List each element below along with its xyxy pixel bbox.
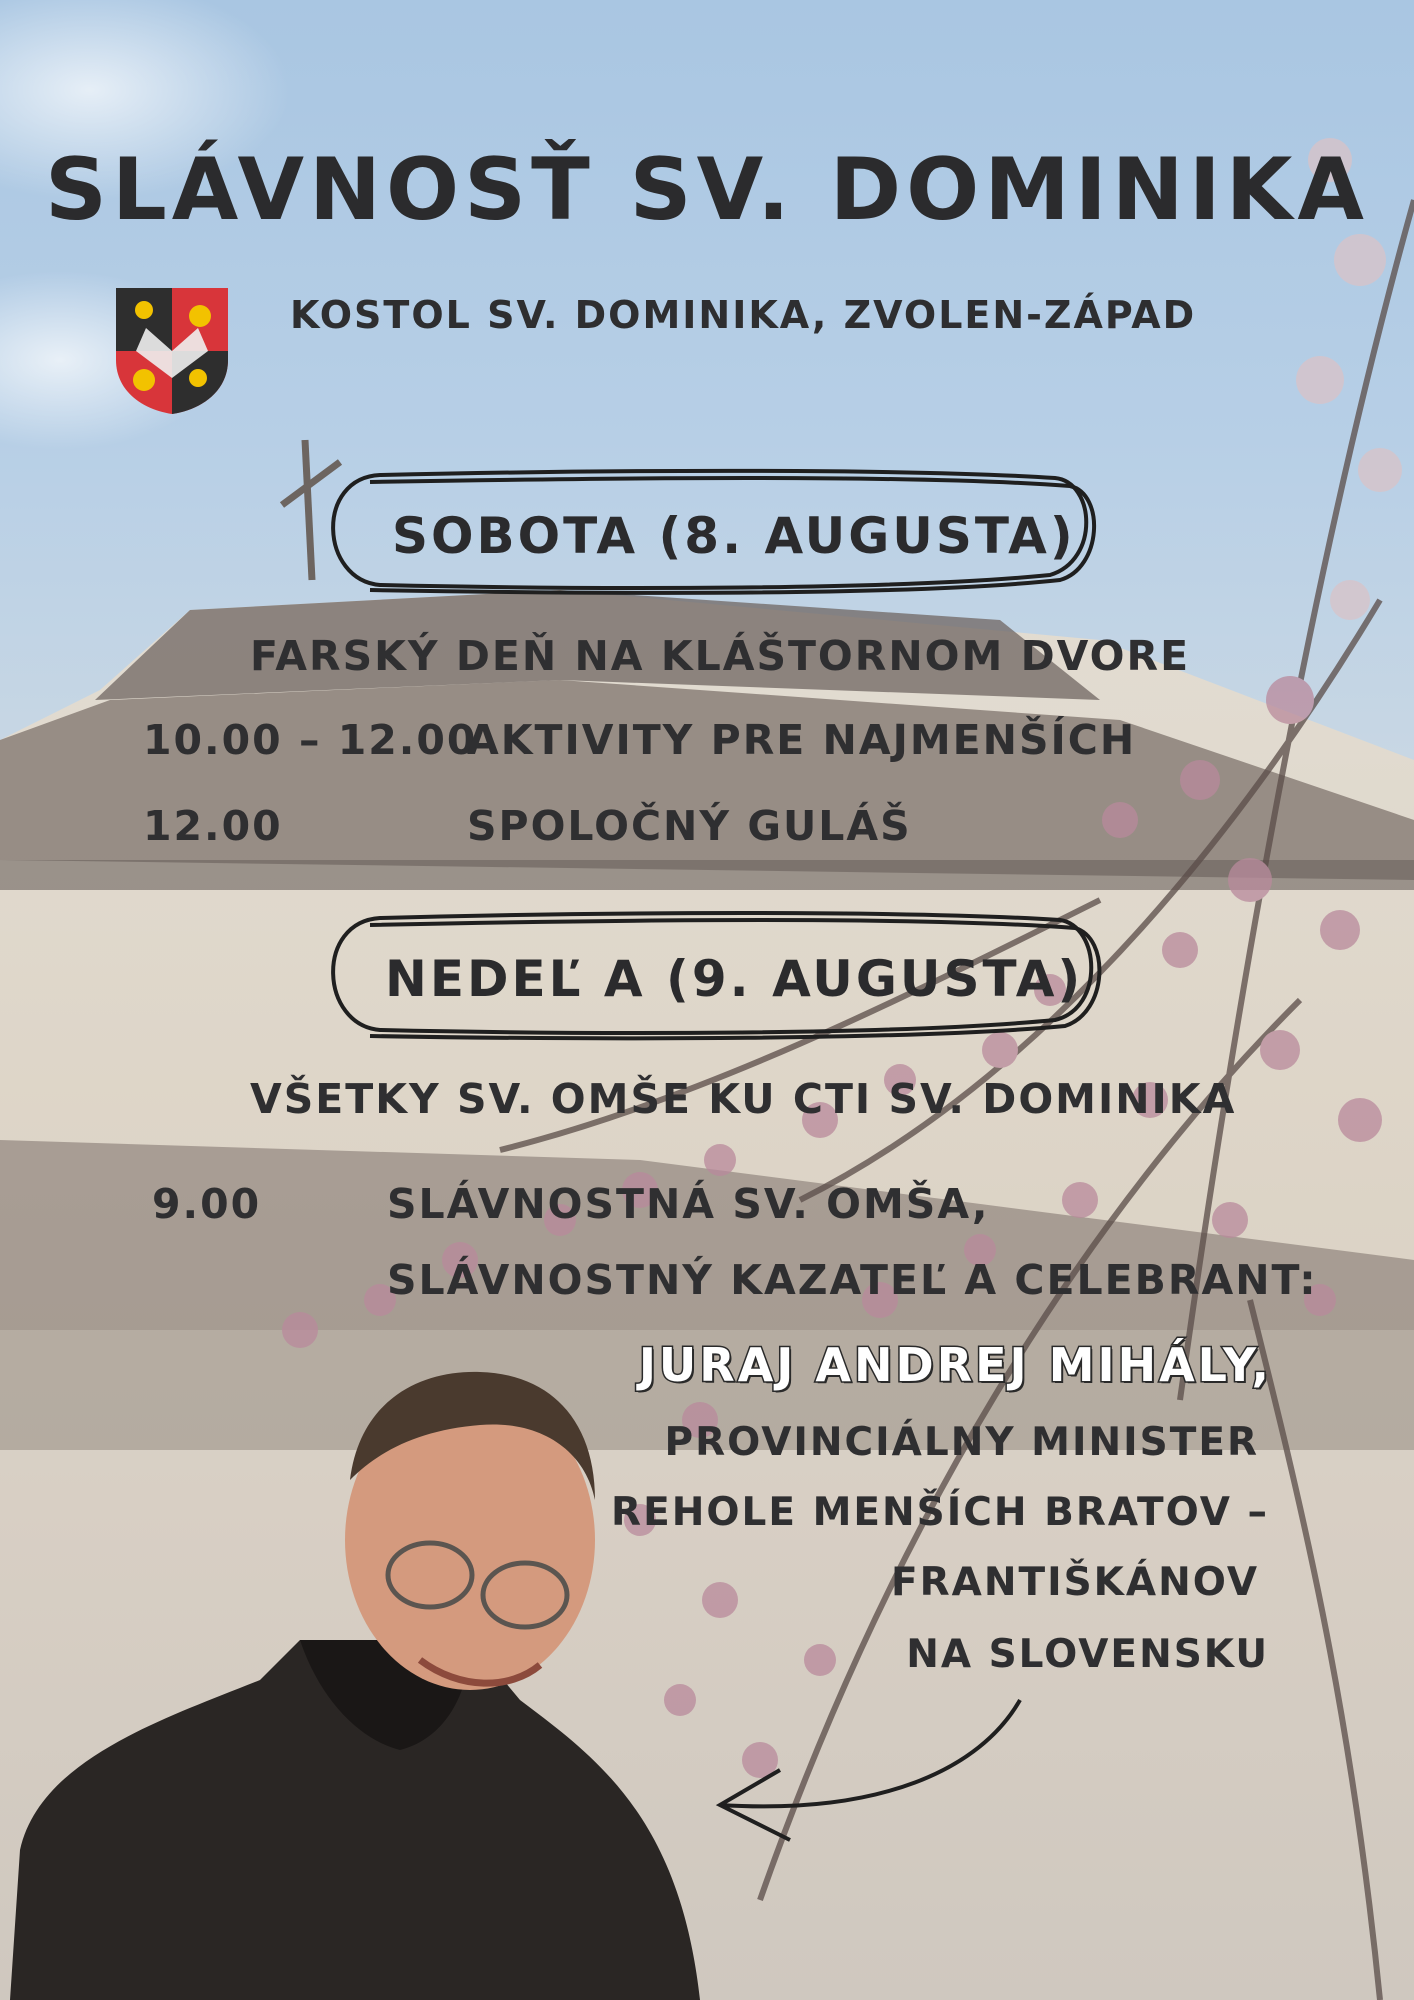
priest-photo <box>10 1372 700 2000</box>
poster-title: SLÁVNOSŤ SV. DOMINIKA <box>45 140 1369 240</box>
cross-icon <box>282 440 340 580</box>
schedule-activity-detail: SLÁVNOSTNÝ KAZATEĽ A CELEBRANT: <box>387 1256 1318 1304</box>
schedule-activity: SLÁVNOSTNÁ SV. OMŠA, <box>387 1180 990 1228</box>
celebrant-role-line: PROVINCIÁLNY MINISTER <box>664 1420 1259 1465</box>
celebrant-role-line: REHOLE MENŠÍCH BRATOV – <box>611 1490 1269 1535</box>
celebrant-name: JURAJ ANDREJ MIHÁLY, <box>638 1338 1272 1392</box>
schedule-time: 10.00 – 12.00 <box>143 716 478 764</box>
schedule-time: 12.00 <box>143 802 283 850</box>
sunday-heading: VŠETKY SV. OMŠE KU CTI SV. DOMINIKA <box>250 1075 1237 1123</box>
coat-of-arms-icon <box>116 288 228 414</box>
location-subtitle: KOSTOL SV. DOMINIKA, ZVOLEN-ZÁPAD <box>290 293 1197 337</box>
schedule-activity: SPOLOČNÝ GULÁŠ <box>467 802 912 850</box>
schedule-time: 9.00 <box>152 1180 262 1228</box>
saturday-heading: FARSKÝ DEŇ NA KLÁŠTORNOM DVORE <box>250 632 1191 680</box>
celebrant-role-line: NA SLOVENSKU <box>906 1632 1269 1677</box>
saturday-day-label: SOBOTA (8. AUGUSTA) <box>392 507 1076 565</box>
sunday-day-label: NEDEĽ A (9. AUGUSTA) <box>385 950 1084 1008</box>
celebrant-role-line: FRANTIŠKÁNOV <box>890 1560 1259 1605</box>
schedule-activity: AKTIVITY PRE NAJMENŠÍCH <box>467 716 1137 764</box>
